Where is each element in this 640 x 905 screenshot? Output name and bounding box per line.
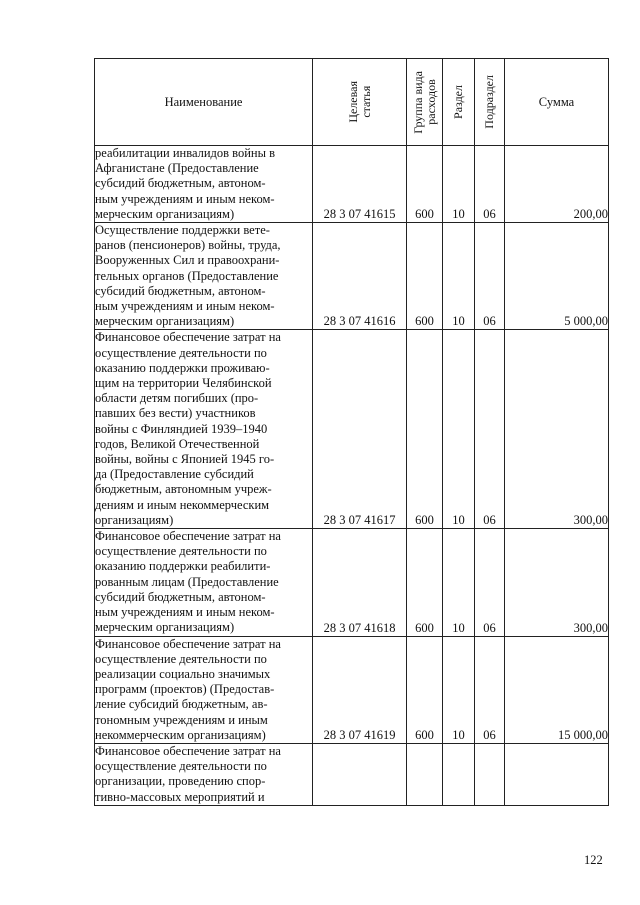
row-sum-cell: 300,00: [505, 529, 609, 636]
row-group-cell: 600: [407, 636, 443, 743]
row-article-cell: [313, 743, 407, 805]
header-section: Раздел: [443, 59, 475, 146]
table-row: [95, 529, 609, 636]
row-subsection-cell: 06: [475, 146, 505, 223]
row-section-cell: 10: [443, 529, 475, 636]
row-name-cell: Осуществление поддержки вете- ранов (пенсионеров) войны, труда, Вооруженных Сил и правоохрани- тельных органов (Предоставление субсидий бюджетным, автоном- ным учреждениям и иным неком- мерческим организациям): [95, 223, 313, 330]
row-article-cell: 28 3 07 41616: [313, 223, 407, 330]
row-subsection-cell: [475, 743, 505, 805]
row-sum-cell: [505, 743, 609, 805]
row-name-cell: Финансовое обеспечение затрат на осуществление деятельности по организации, проведению спор- тивно-массовых мероприятий и: [95, 743, 313, 805]
table-row: [95, 146, 609, 223]
header-sum: Сумма: [505, 59, 609, 146]
row-article-cell: 28 3 07 41619: [313, 636, 407, 743]
row-sum-cell: 300,00: [505, 330, 609, 529]
table-header-row: [95, 59, 609, 146]
header-expense-group: Группа вида расходов: [407, 59, 443, 146]
budget-table: [94, 58, 609, 806]
header-article: Целевая статья: [313, 59, 407, 146]
row-subsection-cell: 06: [475, 330, 505, 529]
row-section-cell: 10: [443, 146, 475, 223]
row-article-cell: 28 3 07 41618: [313, 529, 407, 636]
table-row: [95, 223, 609, 330]
table-row: [95, 330, 609, 529]
table-row: [95, 636, 609, 743]
row-section-cell: 10: [443, 223, 475, 330]
row-group-cell: 600: [407, 223, 443, 330]
row-section-cell: 10: [443, 330, 475, 529]
row-section-cell: [443, 743, 475, 805]
row-group-cell: 600: [407, 330, 443, 529]
row-name-cell: Финансовое обеспечение затрат на осуществление деятельности по реализации социально значимых программ (проектов) (Предостав- ление субсидий бюджетным, ав- тономным учреждениям и иным некоммерческим организациям): [95, 636, 313, 743]
row-article-cell: 28 3 07 41617: [313, 330, 407, 529]
row-name-cell: реабилитации инвалидов войны в Афганистане (Предоставление субсидий бюджетным, автоном- ным учреждениям и иным неком- мерческим организациям): [95, 146, 313, 223]
row-subsection-cell: 06: [475, 636, 505, 743]
table-row: [95, 743, 609, 805]
header-name: Наименование: [95, 59, 313, 146]
row-sum-cell: 15 000,00: [505, 636, 609, 743]
row-subsection-cell: 06: [475, 529, 505, 636]
row-section-cell: 10: [443, 636, 475, 743]
row-name-cell: Финансовое обеспечение затрат на осуществление деятельности по оказанию поддержки реабилити- рованным лицам (Предоставление субсидий бюджетным, автоном- ным учреждениям и иным неком- мерческим организациям): [95, 529, 313, 636]
page-number: 122: [584, 853, 603, 867]
row-subsection-cell: 06: [475, 223, 505, 330]
row-sum-cell: 200,00: [505, 146, 609, 223]
header-subsection: Подраздел: [475, 59, 505, 146]
row-sum-cell: 5 000,00: [505, 223, 609, 330]
row-group-cell: 600: [407, 146, 443, 223]
row-group-cell: 600: [407, 529, 443, 636]
row-group-cell: [407, 743, 443, 805]
row-article-cell: 28 3 07 41615: [313, 146, 407, 223]
row-name-cell: Финансовое обеспечение затрат на осуществление деятельности по оказанию поддержки проживаю- щим на территории Челябинской области детям погибших (про- павших без вести) участников войны с Финляндией 1939–1940 годов, Великой Отечественной войны, войны с Японией 1945 го- да (Предоставление субсидий бюджетным, автономным учреж- дениям и иным некоммерческим организациям): [95, 330, 313, 529]
